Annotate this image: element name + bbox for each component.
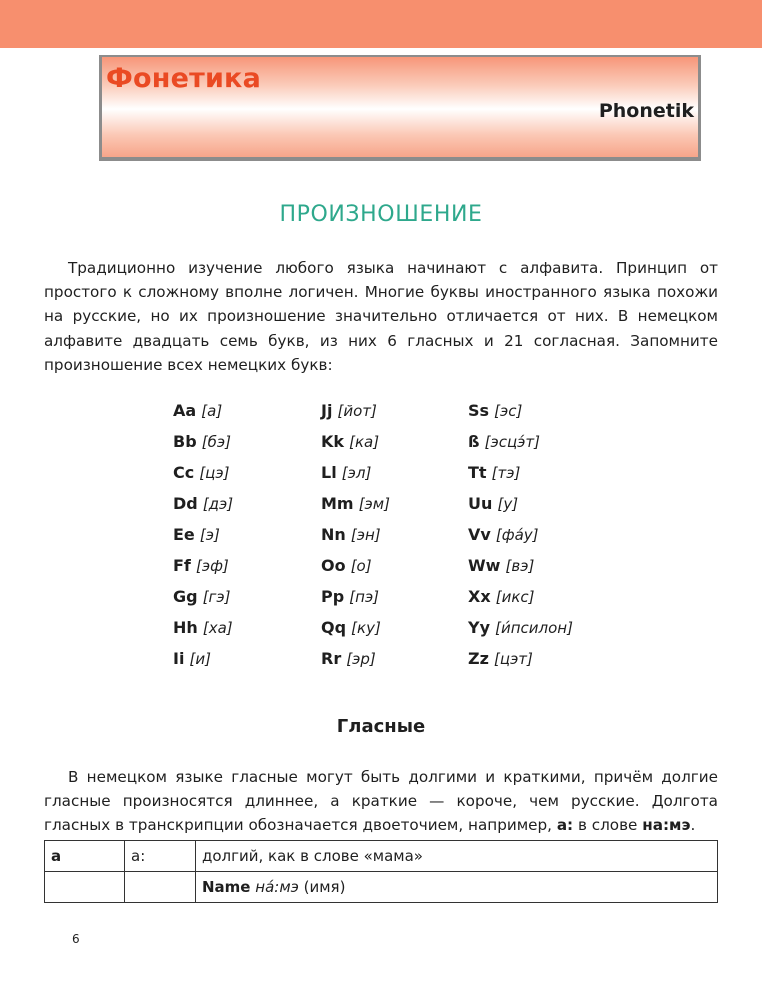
pronunciation: [йот] (337, 402, 377, 420)
letter: Xx (468, 587, 491, 606)
pronunciation: [цэ] (199, 464, 230, 482)
alphabet-item (173, 491, 233, 522)
alphabet-item (468, 615, 573, 646)
letter: Cc (173, 463, 195, 482)
example-pronunciation: на́:мэ (255, 878, 299, 896)
alphabet-item (321, 429, 390, 460)
alphabet-item (173, 429, 233, 460)
table-cell-description: долгий, как в слове «мама» (196, 841, 718, 872)
alphabet-column-3 (468, 398, 573, 677)
subsection-title: Гласные (336, 716, 426, 737)
pronunciation: [бэ] (201, 433, 231, 451)
alphabet-item (173, 646, 233, 677)
alphabet-item (173, 522, 233, 553)
letter: Zz (468, 649, 489, 668)
alphabet-item (321, 584, 390, 615)
pronunciation: [цэт] (494, 650, 533, 668)
alphabet-item (173, 398, 233, 429)
letter: Ss (468, 401, 490, 420)
vowels-text-middle: в слове (573, 816, 643, 835)
vowels-example-word: на:мэ (642, 816, 691, 835)
letter: Bb (173, 432, 197, 451)
vowels-paragraph (44, 765, 718, 838)
pronunciation: [эр] (346, 650, 376, 668)
letter: Dd (173, 494, 198, 513)
letter: Yy (468, 618, 491, 637)
pronunciation: [икс] (495, 588, 535, 606)
letter: Ww (468, 556, 501, 575)
alphabet-column-2 (321, 398, 390, 677)
vowel-letter: a (51, 847, 62, 865)
example-word: Name (202, 878, 251, 896)
table-cell-letter (45, 841, 125, 872)
pronunciation: [о] (350, 557, 372, 575)
pronunciation: [пэ] (349, 588, 380, 606)
letter: Aa (173, 401, 197, 420)
alphabet-item (173, 553, 233, 584)
alphabet-item (321, 553, 390, 584)
alphabet-item (321, 646, 390, 677)
letter: Oo (321, 556, 346, 575)
letter: Ff (173, 556, 191, 575)
alphabet-column-1 (173, 398, 233, 677)
alphabet-item (321, 398, 390, 429)
example-translation: (имя) (298, 878, 346, 896)
letter: Gg (173, 587, 198, 606)
intro-paragraph: Традиционно изучение любого языка начинают с алфавита. Принцип от простого к сложному вполне логичен. Многие буквы иностранного языка похожи на русские, но их произношение значительно отличается от них. В немецком алфавите двадцать семь букв, из них 6 гласных и 21 согласная. Запомните произношение всех немецких букв: (44, 259, 718, 374)
vowels-text-before: В немецком языке гласные могут быть долгими и краткими, причём долгие гласные произносятся длиннее, а краткие — короче, чем русские. Долгота гласных в транскрипции обозначается двоеточием, например, (44, 768, 718, 835)
pronunciation: [дэ] (202, 495, 234, 513)
pronunciation: [гэ] (202, 588, 231, 606)
alphabet-item (468, 646, 573, 677)
alphabet-item (173, 615, 233, 646)
letter: Vv (468, 525, 491, 544)
chapter-title-ru: Фонетика (106, 63, 262, 94)
letter: Kk (321, 432, 345, 451)
pronunciation: [ку] (351, 619, 381, 637)
table-cell-sound: а: (125, 841, 196, 872)
letter: Qq (321, 618, 347, 637)
letter: ß (468, 432, 480, 451)
alphabet-item (468, 460, 573, 491)
alphabet-item (173, 460, 233, 491)
letter: Ee (173, 525, 195, 544)
pronunciation: [фа́у] (495, 526, 539, 544)
pronunciation: [эф] (195, 557, 229, 575)
table-row (45, 872, 718, 903)
alphabet-item (468, 398, 573, 429)
letter: Jj (321, 401, 333, 420)
pronunciation: [у] (497, 495, 519, 513)
pronunciation: [и] (189, 650, 211, 668)
pronunciation: [эс] (494, 402, 523, 420)
alphabet-item (468, 553, 573, 584)
alphabet-item (468, 584, 573, 615)
letter: Ii (173, 649, 185, 668)
table-cell-empty (45, 872, 125, 903)
section-title: ПРОИЗНОШЕНИЕ (279, 202, 483, 227)
alphabet-item (468, 429, 573, 460)
letter: Ll (321, 463, 337, 482)
letter: Pp (321, 587, 345, 606)
letter: Mm (321, 494, 354, 513)
letter: Nn (321, 525, 346, 544)
pronunciation: [а] (201, 402, 223, 420)
pronunciation: [эсцэ́т] (484, 433, 540, 451)
pronunciation: [ка] (349, 433, 380, 451)
pronunciation: [тэ] (491, 464, 521, 482)
pronunciation: [эл] (341, 464, 372, 482)
alphabet-item (468, 491, 573, 522)
vowels-example-sound: а: (556, 816, 574, 835)
vowels-text-after: . (690, 816, 696, 835)
pronunciation: [вэ] (505, 557, 535, 575)
vowel-table (44, 840, 718, 903)
alphabet-item (321, 522, 390, 553)
pronunciation: [эн] (350, 526, 381, 544)
table-cell-example (196, 872, 718, 903)
letter: Rr (321, 649, 342, 668)
letter: Hh (173, 618, 198, 637)
table-row (45, 841, 718, 872)
page-number: 6 (72, 932, 80, 946)
table-cell-empty (125, 872, 196, 903)
alphabet-item (321, 615, 390, 646)
top-color-band (0, 0, 762, 48)
pronunciation: [эм] (358, 495, 390, 513)
letter: Tt (468, 463, 487, 482)
pronunciation: [ха] (202, 619, 233, 637)
pronunciation: [э] (199, 526, 220, 544)
chapter-header (102, 57, 698, 157)
chapter-title-de: Phonetik (598, 100, 694, 122)
alphabet-item (321, 460, 390, 491)
letter: Uu (468, 494, 493, 513)
alphabet-item (321, 491, 390, 522)
pronunciation: [и́псилон] (495, 619, 573, 637)
alphabet-item (468, 522, 573, 553)
alphabet-item (173, 584, 233, 615)
